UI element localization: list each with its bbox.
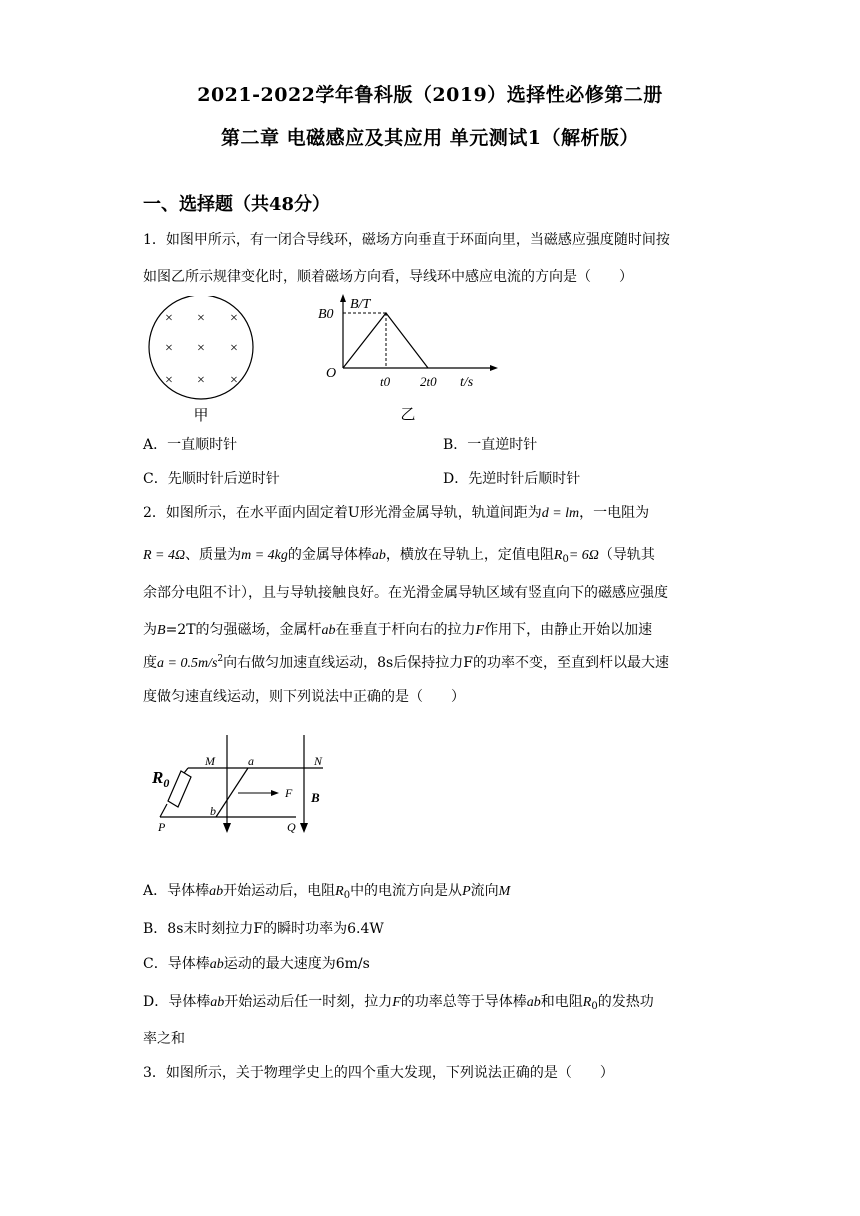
q2-text: 的金属导体棒 [287, 547, 372, 563]
q2-option-c[interactable] [143, 953, 370, 973]
q2-eq-r: R = 4Ω [143, 548, 186, 563]
opt-ab: ab [209, 884, 224, 899]
opt-r-sub: 0 [343, 890, 351, 901]
x-tick-2t0: 2t0 [420, 374, 437, 389]
figure-caption-yi: 乙 [400, 405, 416, 423]
document-title-line2: 第二章 电磁感应及其应用 单元测试1（解析版） [221, 127, 639, 149]
q1-figure-yi [310, 292, 510, 427]
q2-text: ，一电阻为 [579, 505, 650, 521]
figure-caption-jia: 甲 [193, 406, 209, 424]
q2-text: 向右做匀加速直线运动，8s后保持拉力F的功率不变，至直到杆以最大速 [223, 655, 669, 671]
field-mark: × [165, 341, 173, 356]
opt-r: R [335, 884, 344, 899]
q2-text-line4 [143, 619, 652, 639]
q2-rail-figure [148, 735, 348, 845]
resistor-r0 [168, 771, 191, 807]
q1-figure-jia [140, 296, 260, 426]
q2-text: 作用下，由静止开始以加速 [484, 622, 653, 638]
q2-text: 为 [143, 622, 157, 638]
opt-f: F [392, 995, 401, 1010]
origin-label: O [326, 366, 337, 381]
q2-text: 2．如图所示，在水平面内固定着U形光滑金属导轨，轨道间距为 [143, 505, 542, 521]
q2-text-line2 [143, 544, 655, 565]
opt-text: 和电阻 [540, 994, 583, 1010]
opt-ab: ab [526, 995, 541, 1010]
q2-text-line5 [143, 652, 669, 672]
opt-text: 开始运动后任一时刻，拉力 [224, 994, 393, 1010]
opt-text: 中的电流方向是从 [350, 883, 463, 899]
q2-text-line6: 度做匀速直线运动，则下列说法中正确的是（ ） [143, 689, 465, 705]
label-b-end: b [210, 804, 216, 818]
field-mark: × [165, 311, 173, 326]
label-a: a [248, 754, 254, 768]
q2-ab: ab [371, 548, 386, 563]
opt-text: C．导体棒 [143, 956, 210, 972]
x-axis-arrow [490, 365, 498, 371]
label-r: R [152, 768, 164, 787]
opt-m: M [498, 884, 511, 899]
q2-r0: R [553, 548, 563, 563]
q2-option-d[interactable] [143, 991, 654, 1012]
q1-option-d[interactable]: D．先逆时针后顺时针 [443, 471, 581, 487]
field-mark: × [197, 341, 205, 356]
connector-bottom [160, 804, 167, 817]
q1-option-b[interactable]: B．一直逆时针 [443, 437, 538, 453]
field-arrow-1 [223, 823, 231, 833]
opt-r-sub: 0 [591, 1001, 598, 1012]
q2-text: 度 [143, 655, 157, 671]
document-title-line1: 2021-2022学年鲁科版（2019）选择性必修第二册 [197, 84, 663, 106]
q2-text-line3: 余部分电阻不计），且与导轨接触良好。在光滑金属导轨区域有竖直向下的磁感应强度 [143, 585, 668, 601]
field-mark: × [230, 311, 238, 326]
q2-sup: 2 [217, 654, 224, 664]
opt-r: R [582, 995, 592, 1010]
label-b: B [311, 790, 320, 805]
q2-r0-sub: 0 [562, 554, 569, 565]
q2-eq-r0: = 6Ω [568, 548, 599, 563]
q1-option-a[interactable]: A．一直顺时针 [143, 437, 238, 453]
q2-ab: ab [321, 623, 336, 638]
field-mark: × [230, 341, 238, 356]
opt-p: P [462, 884, 471, 899]
q2-text: =2T的匀强磁场，金属杆 [165, 622, 322, 638]
label-r-sub: 0 [163, 776, 170, 790]
q2-option-d-cont: 率之和 [143, 1031, 185, 1047]
q2-eq-m: m = 4kg [241, 548, 288, 563]
q2-option-a[interactable] [143, 880, 510, 901]
y-axis-label: B/T [350, 297, 371, 312]
label-n: N [314, 754, 323, 768]
field-marks [165, 311, 238, 388]
label-f: F [285, 786, 293, 800]
y-axis-arrow [340, 294, 346, 302]
q2-eq-a: a = 0.5m/s [157, 656, 218, 671]
y-tick-b0: B0 [318, 307, 334, 322]
label-r0 [151, 768, 169, 790]
field-mark: × [230, 373, 238, 388]
q3-text-line1: 3．如图所示，关于物理学史上的四个重大发现，下列说法正确的是（ ） [143, 1065, 614, 1081]
opt-ab: ab [209, 957, 224, 972]
q1-text-line1: 1．如图甲所示，有一闭合导线环，磁场方向垂直于环面向里，当磁感应强度随时间按 [143, 232, 670, 248]
q1-option-c[interactable]: C．先顺时针后逆时针 [143, 471, 280, 487]
q2-text: ，横放在导轨上，定值电阻 [385, 547, 554, 563]
x-axis-label: t/s [460, 375, 474, 390]
section-heading: 一、选择题（共48分） [143, 194, 331, 215]
force-arrowhead [271, 790, 279, 796]
x-tick-t0: t0 [380, 374, 391, 389]
q2-b: B [157, 623, 166, 638]
field-mark: × [197, 373, 205, 388]
q2-text-line1 [143, 502, 649, 522]
opt-text: 运动的最大速度为6m/s [223, 956, 370, 972]
q2-text: 在垂直于杆向右的拉力 [335, 622, 476, 638]
field-mark: × [197, 311, 205, 326]
opt-text: 的发热功 [597, 994, 654, 1010]
label-p: P [158, 820, 166, 834]
label-m: M [205, 754, 215, 768]
opt-text: D．导体棒 [143, 994, 211, 1010]
field-mark: × [165, 373, 173, 388]
q2-text: 、质量为 [185, 547, 242, 563]
q2-eq-d: d = lm [541, 506, 580, 521]
q2-text: （导轨其 [598, 547, 655, 563]
opt-text: 开始运动后，电阻 [223, 883, 336, 899]
q2-f: F [475, 623, 485, 638]
label-q: Q [287, 820, 296, 834]
opt-ab: ab [210, 995, 225, 1010]
opt-text: A．导体棒 [143, 883, 210, 899]
opt-text: 流向 [470, 883, 499, 899]
field-arrow-2 [300, 823, 308, 833]
q2-option-b[interactable]: B．8s末时刻拉力F的瞬时功率为6.4W [143, 921, 384, 937]
opt-text: 的功率总等于导体棒 [400, 994, 527, 1010]
q1-text-line2: 如图乙所示规律变化时，顺着磁场方向看，导线环中感应电流的方向是（ ） [143, 269, 633, 285]
